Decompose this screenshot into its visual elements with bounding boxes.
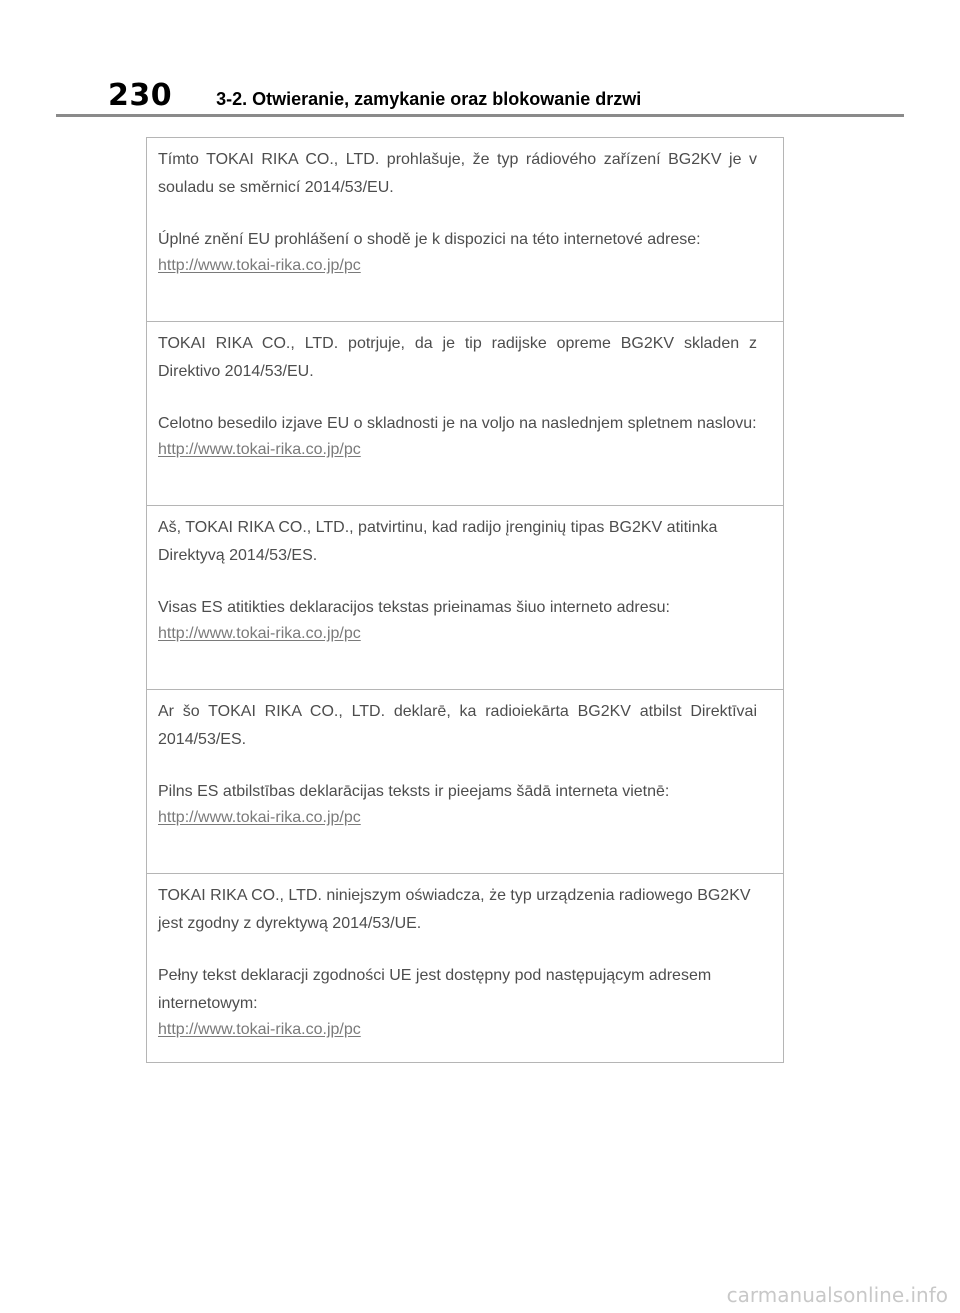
declaration-link[interactable]: http://www.tokai-rika.co.jp/pc <box>158 625 361 642</box>
declaration-text: Aš, TOKAI RIKA CO., LTD., patvirtinu, kad radijo įrenginių tipas BG2KV atitinka Direktyvą 2014/53/ES. <box>158 519 718 564</box>
full-text-note: Pilns ES atbilstības deklarācijas teksts ir pieejams šādā interneta vietnē: <box>158 783 670 800</box>
header-divider <box>56 114 904 117</box>
page-header <box>108 78 641 113</box>
page-number: 230 <box>108 78 173 113</box>
declaration-text: Ar šo TOKAI RIKA CO., LTD. deklarē, ka radioiekārta BG2KV atbilst Direktīvai 2014/53/ES. <box>158 703 757 748</box>
declaration-section-pl <box>147 874 783 1062</box>
declaration-text: Tímto TOKAI RIKA CO., LTD. prohlašuje, že typ rádiového zařízení BG2KV je v souladu se směrnicí 2014/53/EU. <box>158 151 757 196</box>
declaration-section-cs <box>147 138 783 322</box>
full-text-note: Úplné znění EU prohlášení o shodě je k dispozici na této internetové adrese: <box>158 231 701 248</box>
full-text-note: Pełny tekst deklaracji zgodności UE jest dostępny pod następującym adresem internetowym: <box>158 967 712 1012</box>
full-text-note: Celotno besedilo izjave EU o skladnosti je na voljo na naslednjem spletnem naslovu: <box>158 415 757 432</box>
section-title: 3-2. Otwieranie, zamykanie oraz blokowanie drzwi <box>216 89 642 109</box>
declaration-section-lv <box>147 690 783 874</box>
compliance-notice-box <box>146 137 784 1063</box>
full-text-note: Visas ES atitikties deklaracijos tekstas prieinamas šiuo interneto adresu: <box>158 599 670 616</box>
declaration-section-lt <box>147 506 783 690</box>
declaration-link[interactable]: http://www.tokai-rika.co.jp/pc <box>158 1021 361 1038</box>
declaration-section-sl <box>147 322 783 506</box>
declaration-link[interactable]: http://www.tokai-rika.co.jp/pc <box>158 809 361 826</box>
watermark: carmanualsonline.info <box>726 1283 948 1307</box>
declaration-link[interactable]: http://www.tokai-rika.co.jp/pc <box>158 257 361 274</box>
declaration-link[interactable]: http://www.tokai-rika.co.jp/pc <box>158 441 361 458</box>
declaration-text: TOKAI RIKA CO., LTD. niniejszym oświadcza, że typ urządzenia radiowego BG2KV jest zgodny z dyrektywą 2014/53/UE. <box>158 887 751 932</box>
declaration-text: TOKAI RIKA CO., LTD. potrjuje, da je tip radijske opreme BG2KV skladen z Direktivo 2014/53/EU. <box>158 335 757 380</box>
